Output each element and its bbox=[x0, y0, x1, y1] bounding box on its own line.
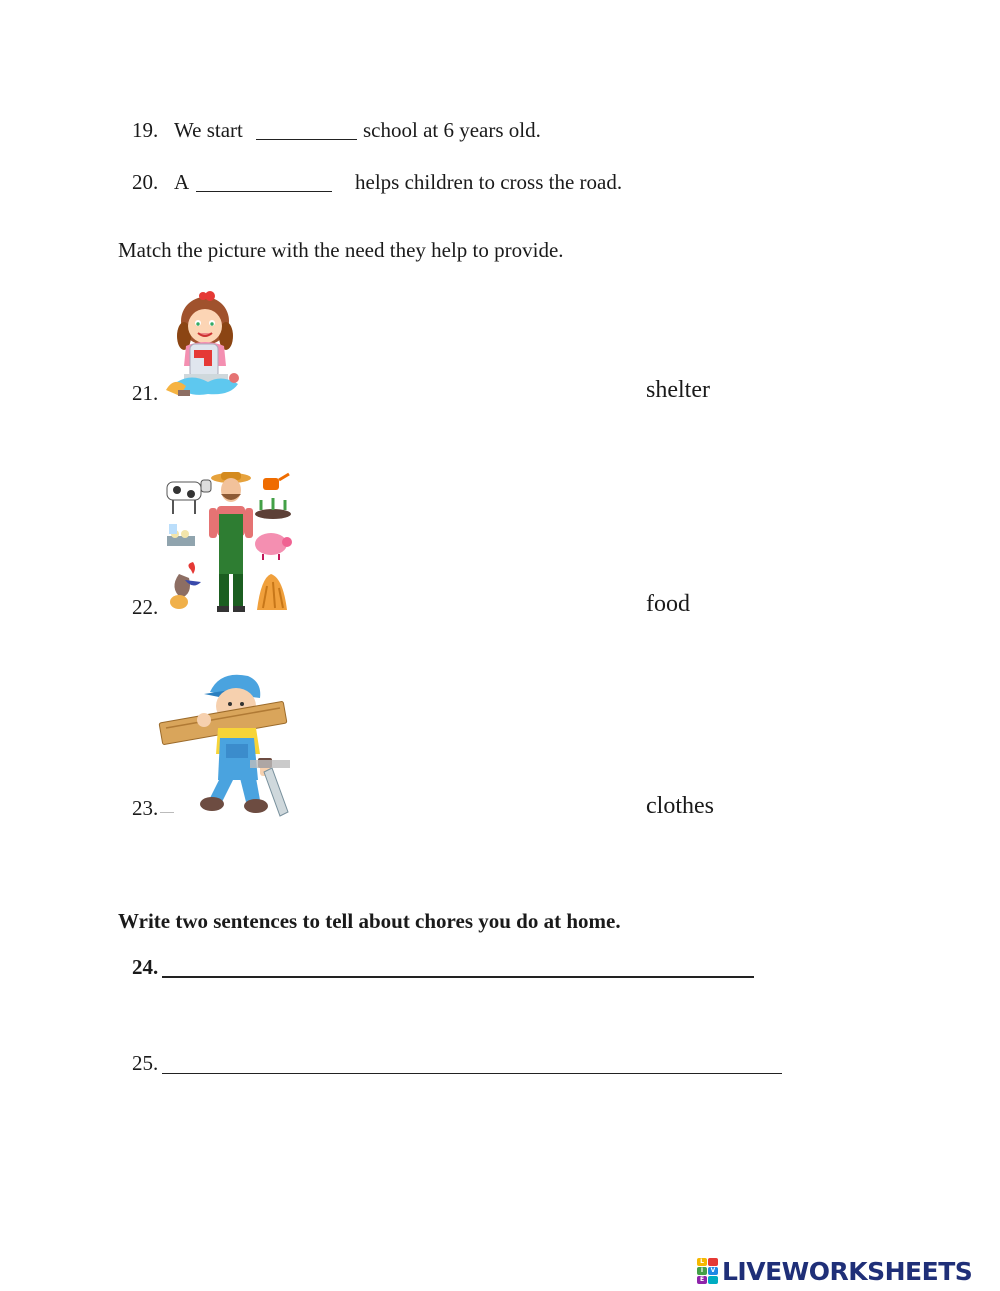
logo-text: LIVEWORKSHEETS bbox=[722, 1256, 973, 1286]
write-answer-line-24[interactable] bbox=[162, 976, 754, 978]
match-word-shelter[interactable]: shelter bbox=[646, 377, 710, 403]
write-number-24: 24. bbox=[132, 955, 159, 979]
match-instruction: Match the picture with the need they help to provide. bbox=[118, 238, 564, 262]
match-number-22: 22. bbox=[132, 595, 159, 619]
question-text-after: school at 6 years old. bbox=[363, 118, 541, 142]
question-text-after: helps children to cross the road. bbox=[355, 170, 623, 194]
carpenter-picture bbox=[160, 668, 290, 816]
question-number: 20. bbox=[132, 170, 159, 194]
question-text-before: A bbox=[174, 170, 190, 194]
match-number-21: 21. bbox=[132, 381, 159, 405]
question-number: 19. bbox=[132, 118, 159, 142]
answer-blank[interactable] bbox=[256, 139, 357, 140]
write-number-25: 25. bbox=[132, 1051, 159, 1075]
question-text-before: We start bbox=[174, 118, 243, 142]
match-word-clothes[interactable]: clothes bbox=[646, 793, 714, 819]
answer-blank[interactable] bbox=[196, 191, 332, 192]
match-number-23: 23. bbox=[132, 796, 159, 820]
write-answer-line-25[interactable] bbox=[162, 1073, 782, 1074]
match-word-food[interactable]: food bbox=[646, 591, 690, 617]
farmer-picture bbox=[163, 470, 295, 616]
liveworksheets-logo bbox=[697, 1255, 972, 1287]
seamstress-picture bbox=[160, 286, 246, 402]
logo-tiles-icon: L I V E bbox=[697, 1258, 718, 1284]
write-instruction: Write two sentences to tell about chores you do at home. bbox=[118, 909, 621, 933]
